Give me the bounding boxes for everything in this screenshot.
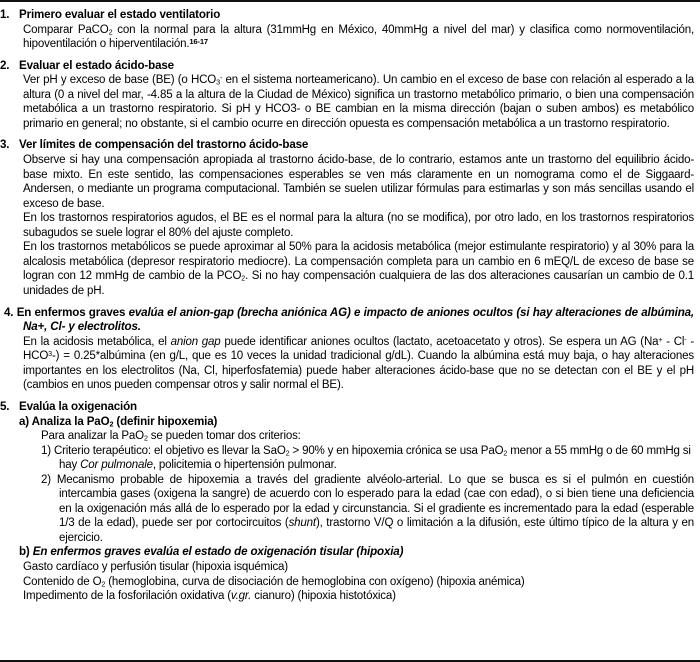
section-4-heading-italic: evalúa el anion-gap (brecha aniónica AG) e impacto de aniones ocultos (si hay alteraciones de albúmina, Na+, Cl- y electrolitos. [23,305,695,334]
superscript-3: 3 [48,350,52,359]
section-3-paragraph-1: Observe si hay una compensación apropiada al trastorno ácido-base, de lo contrario, estamos ante un trastorno del equilibrio ácido-base mixto. En este sentido, las compensaciones esperables se ven más claramente en un nomograma como el de Siggaard-Andersen, o mediante un programa computacional. También se suelen utilizar fórmulas para estimarlas y son más sencillas usando el exceso de base. [23,154,694,210]
section-3-heading [0,138,694,153]
list-item-1-marker: 1) [41,444,51,457]
section-4-paragraph-1: En la acidosis metabólica, el anion gap puede identificar aniones ocultos (lactato, acetoacetato y otros). Se espera un AG $(Na^+ - Cl^- - HCO^3-)$ = 0.25*albúmina (en g/L, que es 10 veces la unidad tradicional g/dL). Cuando la albúmina está muy baja, o hay alteraciones importantes en los electrolitos (Na, Cl, hiperfosfatemia) puede haber alteraciones ácido-base que no se detectan con el BE y el pH (cambios en unos pueden compensar otros y salir normal el BE). [23,335,695,392]
section-5-number: 5. [0,399,10,413]
subscript-2: 2 [109,419,114,429]
subsection-a-intro: Para analizar la PaO$_2$ se pueden tomar dos criterios: [41,430,301,443]
section-1-heading-rest: ventilatorio [156,8,221,21]
section-3-paragraph-3: En los trastornos metabólicos se puede aproximar al 50% para la acidosis metabólica (mejor estimulante respiratorio) y al 30% para la alcalosis metabólica (depresor respiratorio mediocre). La compensación completa para un cambio en 6 mEQ/L de exceso de base se logran con 12 mmHg de cambio de la $PCO_2$. Si no hay compensación cualquiera de las dos alteraciones causarían un cambio de 0.1 unidades de pH. [23,241,694,297]
list-item-2-marker: 2) [41,473,51,486]
section-2-heading-text: Evaluar el estado ácido-base [19,58,174,72]
section-2-paragraph-1: Ver pH y exceso de base (BE) (o $HCO_3^-$ en el sistema norteamericano). Un cambio en el exceso de base con relación al esperado a la altura (0 a nivel del mar, -4.85 a la altura de la Ciudad de México) significa un trastorno metabólico primario, o bien una compensación metabólica a un trastorno respiratorio. Si pH y HCO3- o BE cambian en la misma dirección (bajan o suben ambos) es metabólico primario en general; no obstante, si el cambio ocurre en dirección opuesta es compensación metabólica a un trastorno respiratorio. [23,74,694,130]
hypoxia-line-2: Contenido de $O_2$ (hemoglobina, curva de disociación de hemoglobina con oxígeno) (hipoxia anémica) [23,575,525,589]
section-3-number: 3. [0,138,10,152]
section-5-heading-text: Evalúa la oxigenación [19,399,137,413]
section-2-number: 2. [0,58,10,72]
reference-marker-16-17: 16-17 [189,36,208,46]
section-2-heading [0,58,694,74]
superscript-plus: + [658,335,663,344]
section-1-heading-bold: Primero evaluar el estado [19,8,157,21]
list-item-1: 1) Criterio terapéutico: el objetivo es llevar la SaO$_2$ > 90% y en hipoxemia crónica se usa PaO$_2$ menor a 55 mmHg o de 60 mmHg si hay Cor pulmonale, policitemia o hipertensión pulmonar. [41,444,691,472]
section-1-heading [0,8,694,23]
section-5-heading [0,399,694,415]
superscript-minus: - [219,74,223,83]
hypoxia-line-1: Gasto cardíaco y perfusión tisular (hipoxia isquémica) [23,561,288,574]
section-3-paragraph-2: En los trastornos respiratorios agudos, el BE es el normal para la altura (no se modifica), por otro lado, en los trastornos respiratorios subagudos se suele lograr el 80% del ajuste completo. [23,212,694,239]
superscript-minus: - [684,335,687,344]
subscript-3: 3 [216,78,220,87]
subsection-a-heading: a) Analiza la PaO$_2$ (definir hipoxemia) [19,414,218,429]
subsection-b-label: b) [19,545,30,559]
subscript-2: 2 [108,28,113,37]
subscript-2: 2 [143,434,148,443]
subsection-a-label: a) [19,414,30,428]
subsection-b-heading [4,545,694,560]
section-4-heading-bold: En enfermos graves [16,305,126,319]
section-4-number: 4. [4,305,14,319]
hypoxia-line-3: Impedimento de la fosforilación oxidativa (v.gr. cianuro) (hipoxia histotóxica) [23,590,396,603]
subscript-2: 2 [503,449,508,458]
section-1-paragraph-1: Comparar PaCO$_2$ con la normal para la altura (31mmHg en México, 40mmHg a nivel del mar) y clasifica como normoventilación, hipoventilación o hiperventilación.$^{16-17}$ [23,23,694,51]
subscript-2: 2 [241,275,246,283]
section-4-heading [4,306,694,335]
term-anion-gap: anion gap [170,335,221,348]
term-cor-pulmonale: Cor pulmonale [80,459,153,472]
section-1-number: 1. [0,8,10,21]
term-v-gr: v.gr. [230,590,252,603]
section-3-heading-text: Ver límites de compensación del trastorno ácido-base [19,138,309,152]
subsection-b-title: En enfermos graves evalúa el estado de oxigenación tisular (hipoxia) [32,545,404,559]
list-item-2: 2) Mecanismo probable de hipoxemia a través del gradiente alvéolo-arterial. Lo que se busca es si el pulmón en cuestión intercambia gases (oxigena la sangre) de acuerdo con lo esperado para la edad (cae con edad), o si bien tiene una deficiencia en la oxigenación más allá de lo esperado por la edad y circunstancia. Si el gradiente es incrementado para la edad (esperable 1/3 de la edad), puede ser por cortocircuitos (shunt), trastorno V/Q o limitación a la difusión, este último típico de la altura y en ejercicio. [41,473,695,544]
subscript-2: 2 [101,580,106,589]
subscript-2: 2 [285,449,290,458]
term-shunt: shunt [288,517,316,530]
